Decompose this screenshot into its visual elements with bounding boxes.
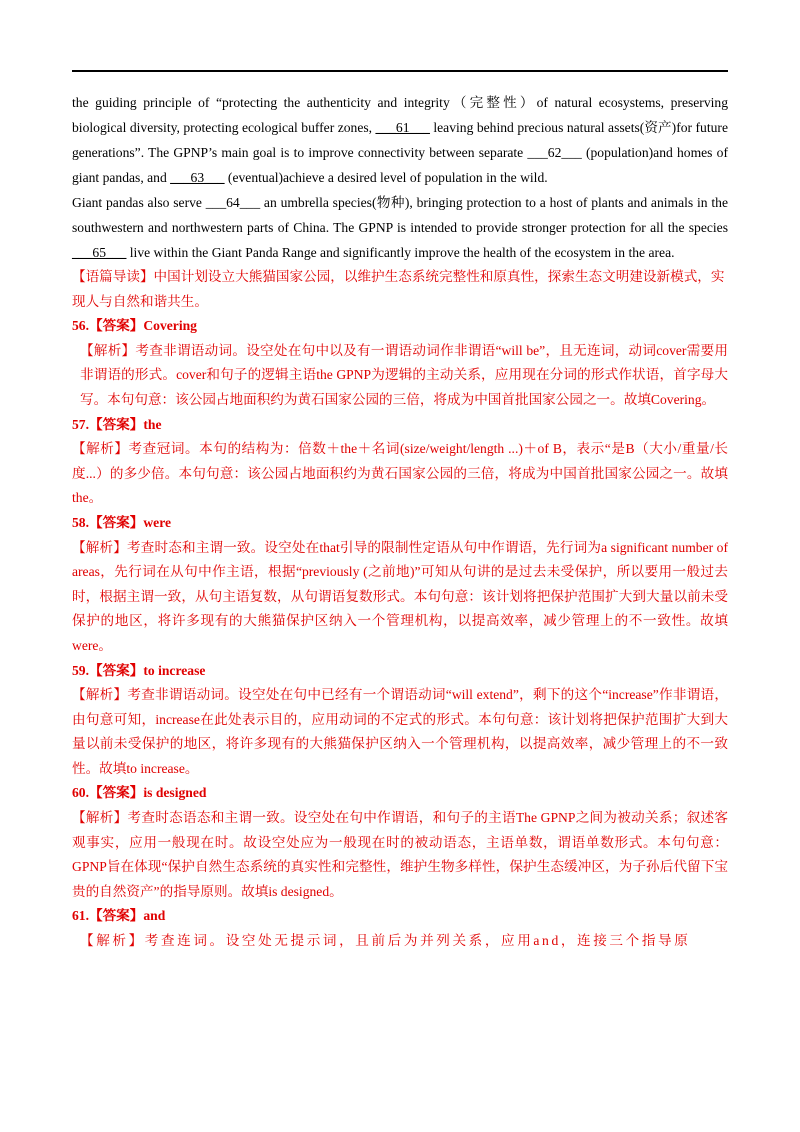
answer-label: 57.【答案】the — [72, 416, 162, 432]
answer-explanation: 【解析】考查连词。设空处无提示词，且前后为并列关系，应用and，连接三个指导原 — [80, 933, 691, 949]
blank-number: ___63___ — [170, 170, 225, 185]
blank-number: ___65___ — [72, 245, 127, 260]
answer-label: 56.【答案】Covering — [72, 318, 197, 334]
answer-explanation: 【解析】考查非谓语动词。设空处在句中已经有一个谓语动词“will extend”，剩下的这个“increase”作非谓语，由句意可知，increase在此处表示目的，应用动词的不定式的形式。本句句意：该计划将把保护范围扩大到大量以前未受保护的地区，将许多现有的大熊猫保护区纳入一个管理机构，以提高效率，减少管理上的不一致性。故填to increase。 — [72, 687, 728, 776]
answer-block-57 — [72, 413, 728, 511]
passage-paragraph — [72, 90, 728, 190]
passage-guide: 【语篇导读】中国计划设立大熊猫国家公园，以维护生态系统完整性和原真性，探索生态文明建设新模式，实现人与自然和谐共生。 — [72, 269, 725, 309]
reading-passage — [72, 90, 728, 265]
header-rule — [72, 70, 728, 72]
answer-explanation: 【解析】考查时态和主谓一致。设空处在that引导的限制性定语从句中作谓语，先行词为a significant number of areas，先行词在从句中作主语，根据“previously (之前地)”可知从句讲的是过去未受保护，所以要用一般过去时，根据主谓一致，从句主语复数，从句谓语复数形式。本句句意：该计划将把保护范围扩大到大量以前未受保护的地区，将许多现有的大熊猫保护区纳入一个管理机构，以提高效率，减少管理上的不一致性。故填were。 — [72, 539, 728, 653]
answer-label: 61.【答案】and — [72, 908, 166, 924]
passage-text: the guiding principle of “protecting the authenticity and integrity（完整性）of natural ecosystems, preserving biological diversity, protecting ecological buffer zones, — [72, 95, 728, 135]
passage-text: (eventual)achieve a desired level of population in the wild. — [224, 170, 548, 185]
answer-block-56 — [72, 314, 728, 412]
answer-block-60 — [72, 781, 728, 904]
passage-text: Giant pandas also serve ___64___ an umbrella species(物种), bringing protection to a host of plants and animals in the southwestern and northwestern parts of China. The GPNP is intended to provide stronger protection for all the species — [72, 195, 728, 235]
answer-explanation: 【解析】考查冠词。本句的结构为：倍数＋the＋名词(size/weight/length ...)＋of B，表示“是B（大小/重量/长度...）的多少倍。本句句意：该公园占地面积约为黄石国家公园的三倍，将成为中国首批国家公园之一。故填the。 — [72, 441, 728, 506]
passage-paragraph — [72, 190, 728, 265]
passage-text: leaving behind precious natural assets(资产)for future generations”. The GPNP’s main goal is to improve connectivity between separate ___62___ (population)and homes of giant pandas, and — [72, 120, 728, 185]
answer-label: 60.【答案】is designed — [72, 785, 207, 801]
answer-block-58 — [72, 511, 728, 659]
page-content — [72, 90, 728, 954]
passage-text: live within the Giant Panda Range and significantly improve the health of the ecosystem in the area. — [126, 245, 675, 260]
answer-explanation: 【解析】考查时态语态和主谓一致。设空处在句中作谓语，和句子的主语The GPNP之间为被动关系；叙述客观事实，应用一般现在时。故设空处应为一般现在时的被动语态，主语单数，谓语单数形式。本句句意：GPNP旨在体现“保护自然生态系统的真实性和完整性，维护生物多样性，保护生态缓冲区，为子孙后代留下宝贵的自然资产”的指导原则。故填is designed。 — [72, 810, 728, 899]
blank-number: ___61___ — [375, 120, 430, 135]
answer-label: 59.【答案】to increase — [72, 662, 206, 678]
answer-block-59 — [72, 659, 728, 782]
answer-label: 58.【答案】were — [72, 514, 172, 530]
answer-explanation: 【解析】考查非谓语动词。设空处在句中以及有一谓语动词作非谓语“will be”，且无连词，动词cover需要用非谓语的形式。cover和句子的逻辑主语the GPNP为逻辑的主动关系，应用现在分词的形式作状语，首字母大写。本句句意：该公园占地面积约为黄石国家公园的三倍，将成为中国首批国家公园之一。故填Covering。 — [80, 342, 728, 407]
answer-block-61 — [72, 904, 728, 953]
